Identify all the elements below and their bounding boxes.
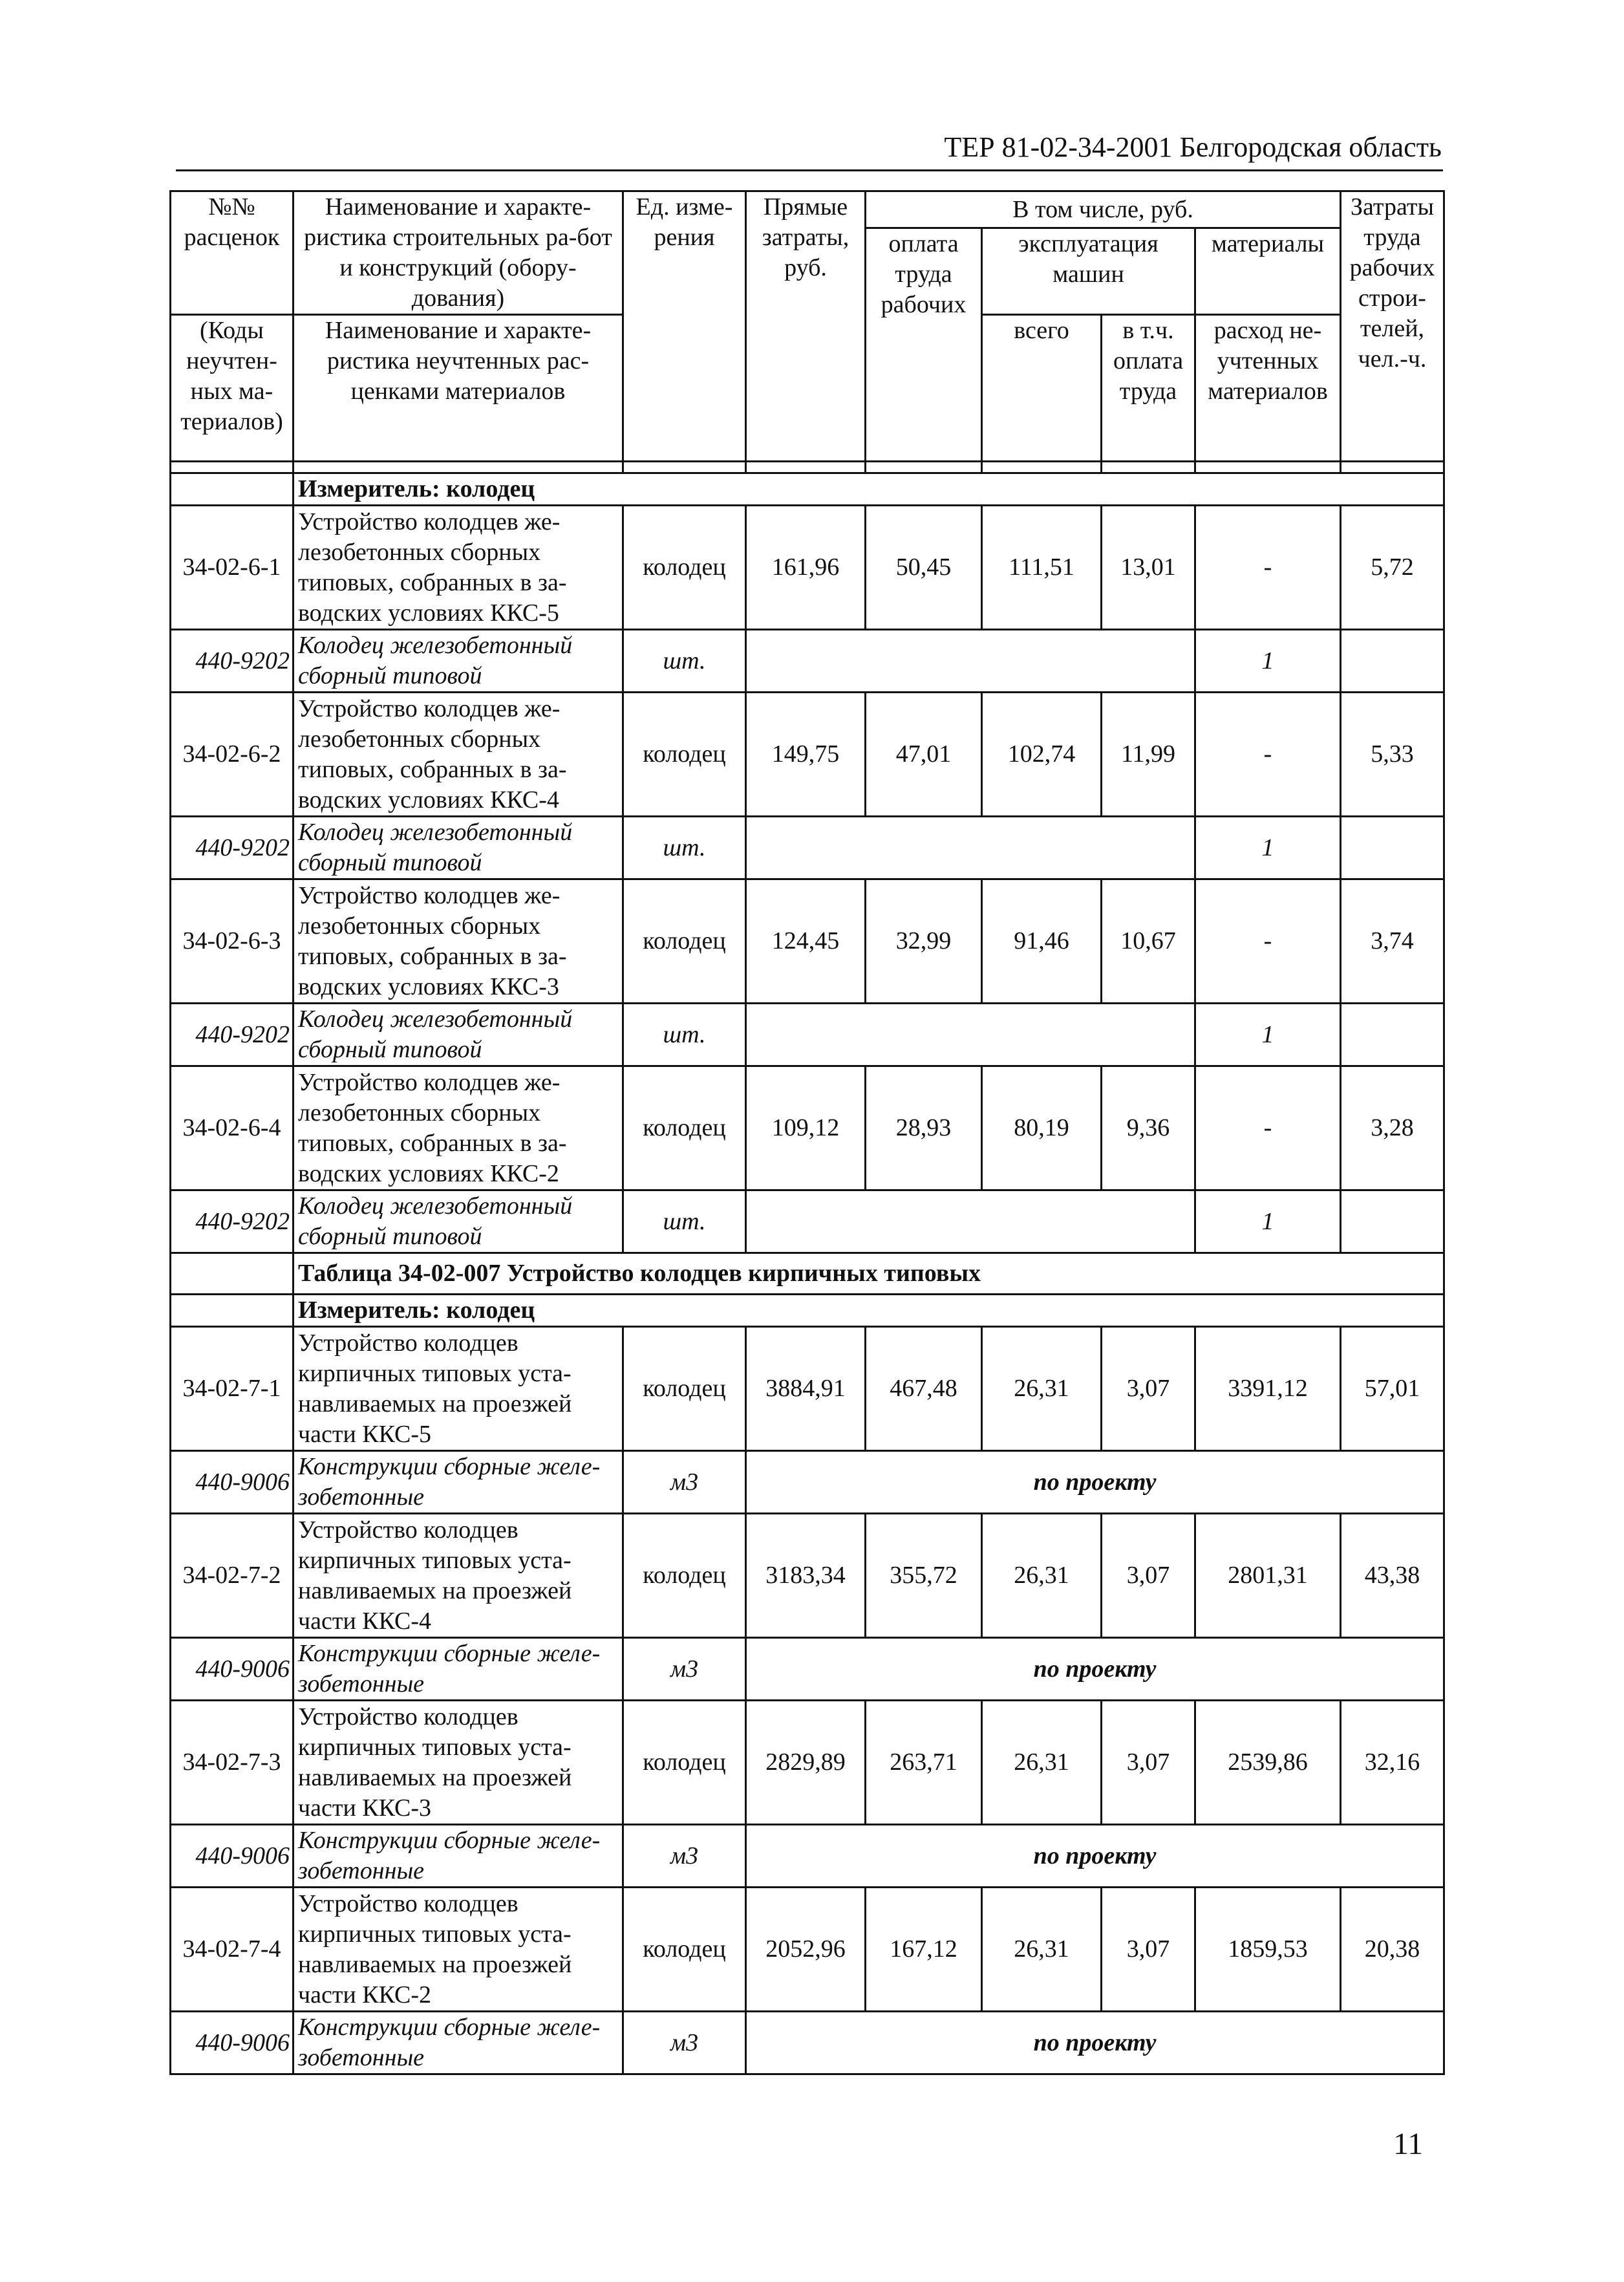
- rate-wages: 50,45: [866, 506, 982, 630]
- material-empty: [1341, 817, 1444, 879]
- material-name: Колодец железобетонный сборный типовой: [294, 1190, 623, 1253]
- rate-code: 34-02-6-3: [171, 879, 294, 1004]
- material-name: Колодец железобетонный сборный типовой: [294, 1004, 623, 1066]
- rate-machines-wages: 13,01: [1102, 506, 1195, 630]
- rate-wages: 263,71: [866, 1701, 982, 1825]
- header-name-alt: Наименование и характе-ристика неучтенных рас-ценками материалов: [294, 315, 623, 462]
- rate-code: 34-02-6-2: [171, 693, 294, 817]
- rate-materials: 2539,86: [1195, 1701, 1341, 1825]
- separator-cell: [746, 462, 866, 473]
- rates-table: [169, 190, 1445, 2075]
- separator-cell: [1102, 462, 1195, 473]
- material-name: Конструкции сборные желе-зобетонные: [294, 1638, 623, 1701]
- header-materials-alt: расход не-учтенных материалов: [1195, 315, 1341, 462]
- separator-cell: [294, 462, 623, 473]
- header-group-including: В том числе, руб.: [866, 191, 1341, 228]
- rate-machines: 26,31: [982, 1888, 1102, 2012]
- header-rule: [176, 169, 1443, 171]
- rate-wages: 167,12: [866, 1888, 982, 2012]
- rate-code: 34-02-7-2: [171, 1514, 294, 1638]
- rate-direct-cost: 2829,89: [746, 1701, 866, 1825]
- material-code: 440-9202: [171, 1190, 294, 1253]
- rate-wages: 28,93: [866, 1066, 982, 1190]
- material-row: [171, 1190, 1444, 1253]
- page-number: 11: [1393, 2127, 1424, 2161]
- header-row-1: [171, 191, 1444, 228]
- rate-wages: 32,99: [866, 879, 982, 1004]
- rate-direct-cost: 3884,91: [746, 1327, 866, 1451]
- material-name: Конструкции сборные желе-зобетонные: [294, 1451, 623, 1514]
- rate-wages: 467,48: [866, 1327, 982, 1451]
- material-row: [171, 1451, 1444, 1514]
- material-name: Колодец железобетонный сборный типовой: [294, 817, 623, 879]
- header-unit: Ед. изме-рения: [623, 191, 746, 462]
- rate-machines: 26,31: [982, 1514, 1102, 1638]
- rate-materials: -: [1195, 506, 1341, 630]
- rate-labor: 3,28: [1341, 1066, 1444, 1190]
- material-quantity: 1: [1195, 1190, 1341, 1253]
- rate-row: [171, 879, 1444, 1004]
- material-empty: [1341, 1004, 1444, 1066]
- rate-name: Устройство колодцев кирпичных типовых уста-навливаемых на проезжей части ККС-5: [294, 1327, 623, 1451]
- material-empty: [1341, 1190, 1444, 1253]
- material-code: 440-9006: [171, 1451, 294, 1514]
- rate-machines-wages: 9,36: [1102, 1066, 1195, 1190]
- rate-materials: -: [1195, 1066, 1341, 1190]
- rate-materials: 3391,12: [1195, 1327, 1341, 1451]
- rate-labor: 5,33: [1341, 693, 1444, 817]
- material-empty: [746, 1190, 1195, 1253]
- material-empty: [1341, 630, 1444, 693]
- rate-code: 34-02-6-1: [171, 506, 294, 630]
- header-code-alt: (Коды неучтен-ных ма-териалов): [171, 315, 294, 462]
- separator-cell: [623, 462, 746, 473]
- rate-labor: 3,74: [1341, 879, 1444, 1004]
- rate-labor: 5,72: [1341, 506, 1444, 630]
- material-quantity: по проекту: [746, 2012, 1444, 2074]
- rate-unit: колодец: [623, 1514, 746, 1638]
- material-name: Конструкции сборные желе-зобетонные: [294, 1825, 623, 1888]
- rate-row: [171, 1701, 1444, 1825]
- header-name: Наименование и характе-ристика строительных ра-бот и конструкций (обору-дования): [304, 193, 612, 312]
- section-2-title: Таблица 34-02-007 Устройство колодцев кирпичных типовых: [294, 1253, 1444, 1295]
- material-row: [171, 1825, 1444, 1888]
- rate-machines-wages: 3,07: [1102, 1514, 1195, 1638]
- rate-unit: колодец: [623, 1066, 746, 1190]
- header-wages: оплата труда рабочих: [866, 228, 982, 462]
- material-unit: шт.: [623, 1004, 746, 1066]
- material-unit: м3: [623, 2012, 746, 2074]
- rate-machines-wages: 11,99: [1102, 693, 1195, 817]
- rate-row: [171, 1888, 1444, 2012]
- rate-name: Устройство колодцев же-лезобетонных сборных типовых, собранных в за-водских условиях ККС-4: [294, 693, 623, 817]
- rate-direct-cost: 161,96: [746, 506, 866, 630]
- material-name: Конструкции сборные желе-зобетонные: [294, 2012, 623, 2074]
- rate-unit: колодец: [623, 506, 746, 630]
- rate-machines: 80,19: [982, 1066, 1102, 1190]
- rate-wages: 47,01: [866, 693, 982, 817]
- section-2-measure-row: [171, 1295, 1444, 1327]
- separator-cell: [866, 462, 982, 473]
- rate-wages: 355,72: [866, 1514, 982, 1638]
- material-row: [171, 817, 1444, 879]
- material-empty: [746, 817, 1195, 879]
- rate-direct-cost: 149,75: [746, 693, 866, 817]
- rate-machines: 26,31: [982, 1701, 1102, 1825]
- material-quantity: по проекту: [746, 1638, 1444, 1701]
- rate-machines-wages: 3,07: [1102, 1701, 1195, 1825]
- rate-materials: 2801,31: [1195, 1514, 1341, 1638]
- header-machines-wages: в т.ч. оплата труда: [1102, 315, 1195, 462]
- material-quantity: 1: [1195, 817, 1341, 879]
- rate-machines-wages: 3,07: [1102, 1327, 1195, 1451]
- section-2-measure: Измеритель: колодец: [294, 1295, 1444, 1327]
- rate-machines-wages: 10,67: [1102, 879, 1195, 1004]
- rate-labor: 32,16: [1341, 1701, 1444, 1825]
- rate-unit: колодец: [623, 693, 746, 817]
- rate-name: Устройство колодцев кирпичных типовых уста-навливаемых на проезжей части ККС-4: [294, 1514, 623, 1638]
- material-code: 440-9202: [171, 817, 294, 879]
- rate-name: Устройство колодцев кирпичных типовых уста-навливаемых на проезжей части ККС-3: [294, 1701, 623, 1825]
- material-unit: шт.: [623, 630, 746, 693]
- header-machines-total: всего: [982, 315, 1102, 462]
- separator-cell: [982, 462, 1102, 473]
- section-1-measure-row: [171, 473, 1444, 506]
- rate-machines: 26,31: [982, 1327, 1102, 1451]
- rate-row: [171, 1327, 1444, 1451]
- header-materials: материалы: [1195, 228, 1341, 315]
- section-2-title-row: [171, 1253, 1444, 1295]
- material-quantity: 1: [1195, 1004, 1341, 1066]
- material-unit: шт.: [623, 1190, 746, 1253]
- header-name-cell: [294, 191, 623, 315]
- rate-code: 34-02-7-4: [171, 1888, 294, 2012]
- material-quantity: по проекту: [746, 1825, 1444, 1888]
- rate-row: [171, 1066, 1444, 1190]
- rate-unit: колодец: [623, 879, 746, 1004]
- material-code: 440-9006: [171, 1638, 294, 1701]
- measure-spacer: [171, 1295, 294, 1327]
- header-machines: эксплуатация машин: [982, 228, 1195, 315]
- rate-name: Устройство колодцев же-лезобетонных сборных типовых, собранных в за-водских условиях ККС-3: [294, 879, 623, 1004]
- rate-labor: 57,01: [1341, 1327, 1444, 1451]
- rate-unit: колодец: [623, 1701, 746, 1825]
- material-code: 440-9202: [171, 1004, 294, 1066]
- rate-name: Устройство колодцев же-лезобетонных сборных типовых, собранных в за-водских условиях ККС-2: [294, 1066, 623, 1190]
- measure-spacer: [171, 473, 294, 506]
- rate-machines: 91,46: [982, 879, 1102, 1004]
- material-quantity: по проекту: [746, 1451, 1444, 1514]
- material-name: Колодец железобетонный сборный типовой: [294, 630, 623, 693]
- separator-cell: [1341, 462, 1444, 473]
- header-labor: Затраты труда рабочих строи-телей, чел.-ч.: [1341, 191, 1444, 462]
- rate-code: 34-02-6-4: [171, 1066, 294, 1190]
- material-unit: шт.: [623, 817, 746, 879]
- rate-code: 34-02-7-3: [171, 1701, 294, 1825]
- separator-cell: [1195, 462, 1341, 473]
- rate-name: Устройство колодцев кирпичных типовых уста-навливаемых на проезжей части ККС-2: [294, 1888, 623, 2012]
- rate-direct-cost: 2052,96: [746, 1888, 866, 2012]
- material-unit: м3: [623, 1825, 746, 1888]
- rate-name: Устройство колодцев же-лезобетонных сборных типовых, собранных в за-водских условиях ККС-5: [294, 506, 623, 630]
- material-code: 440-9006: [171, 1825, 294, 1888]
- material-row: [171, 630, 1444, 693]
- rate-materials: -: [1195, 693, 1341, 817]
- rate-unit: колодец: [623, 1327, 746, 1451]
- title-spacer: [171, 1253, 294, 1295]
- material-row: [171, 1638, 1444, 1701]
- material-unit: м3: [623, 1638, 746, 1701]
- material-empty: [746, 1004, 1195, 1066]
- rate-direct-cost: 124,45: [746, 879, 866, 1004]
- material-unit: м3: [623, 1451, 746, 1514]
- header-separator-row: [171, 462, 1444, 473]
- document-header: ТЕР 81-02-34-2001 Белгородская область: [944, 131, 1442, 163]
- rate-direct-cost: 3183,34: [746, 1514, 866, 1638]
- rate-materials: -: [1195, 879, 1341, 1004]
- material-row: [171, 2012, 1444, 2074]
- rate-labor: 43,38: [1341, 1514, 1444, 1638]
- rate-machines-wages: 3,07: [1102, 1888, 1195, 2012]
- rate-materials: 1859,53: [1195, 1888, 1341, 2012]
- material-code: 440-9006: [171, 2012, 294, 2074]
- rate-unit: колодец: [623, 1888, 746, 2012]
- table-body: [171, 191, 1444, 2074]
- rate-code: 34-02-7-1: [171, 1327, 294, 1451]
- rate-row: [171, 1514, 1444, 1638]
- separator-cell: [171, 462, 294, 473]
- header-direct: Прямые затраты, руб.: [746, 191, 866, 462]
- rate-machines: 111,51: [982, 506, 1102, 630]
- rate-machines: 102,74: [982, 693, 1102, 817]
- material-row: [171, 1004, 1444, 1066]
- material-empty: [746, 630, 1195, 693]
- rate-row: [171, 693, 1444, 817]
- material-code: 440-9202: [171, 630, 294, 693]
- material-quantity: 1: [1195, 630, 1341, 693]
- rate-labor: 20,38: [1341, 1888, 1444, 2012]
- rate-row: [171, 506, 1444, 630]
- header-code: №№ расценок: [184, 193, 280, 251]
- section-1-measure: Измеритель: колодец: [294, 473, 1444, 506]
- header-code-cell: [171, 191, 294, 315]
- rate-direct-cost: 109,12: [746, 1066, 866, 1190]
